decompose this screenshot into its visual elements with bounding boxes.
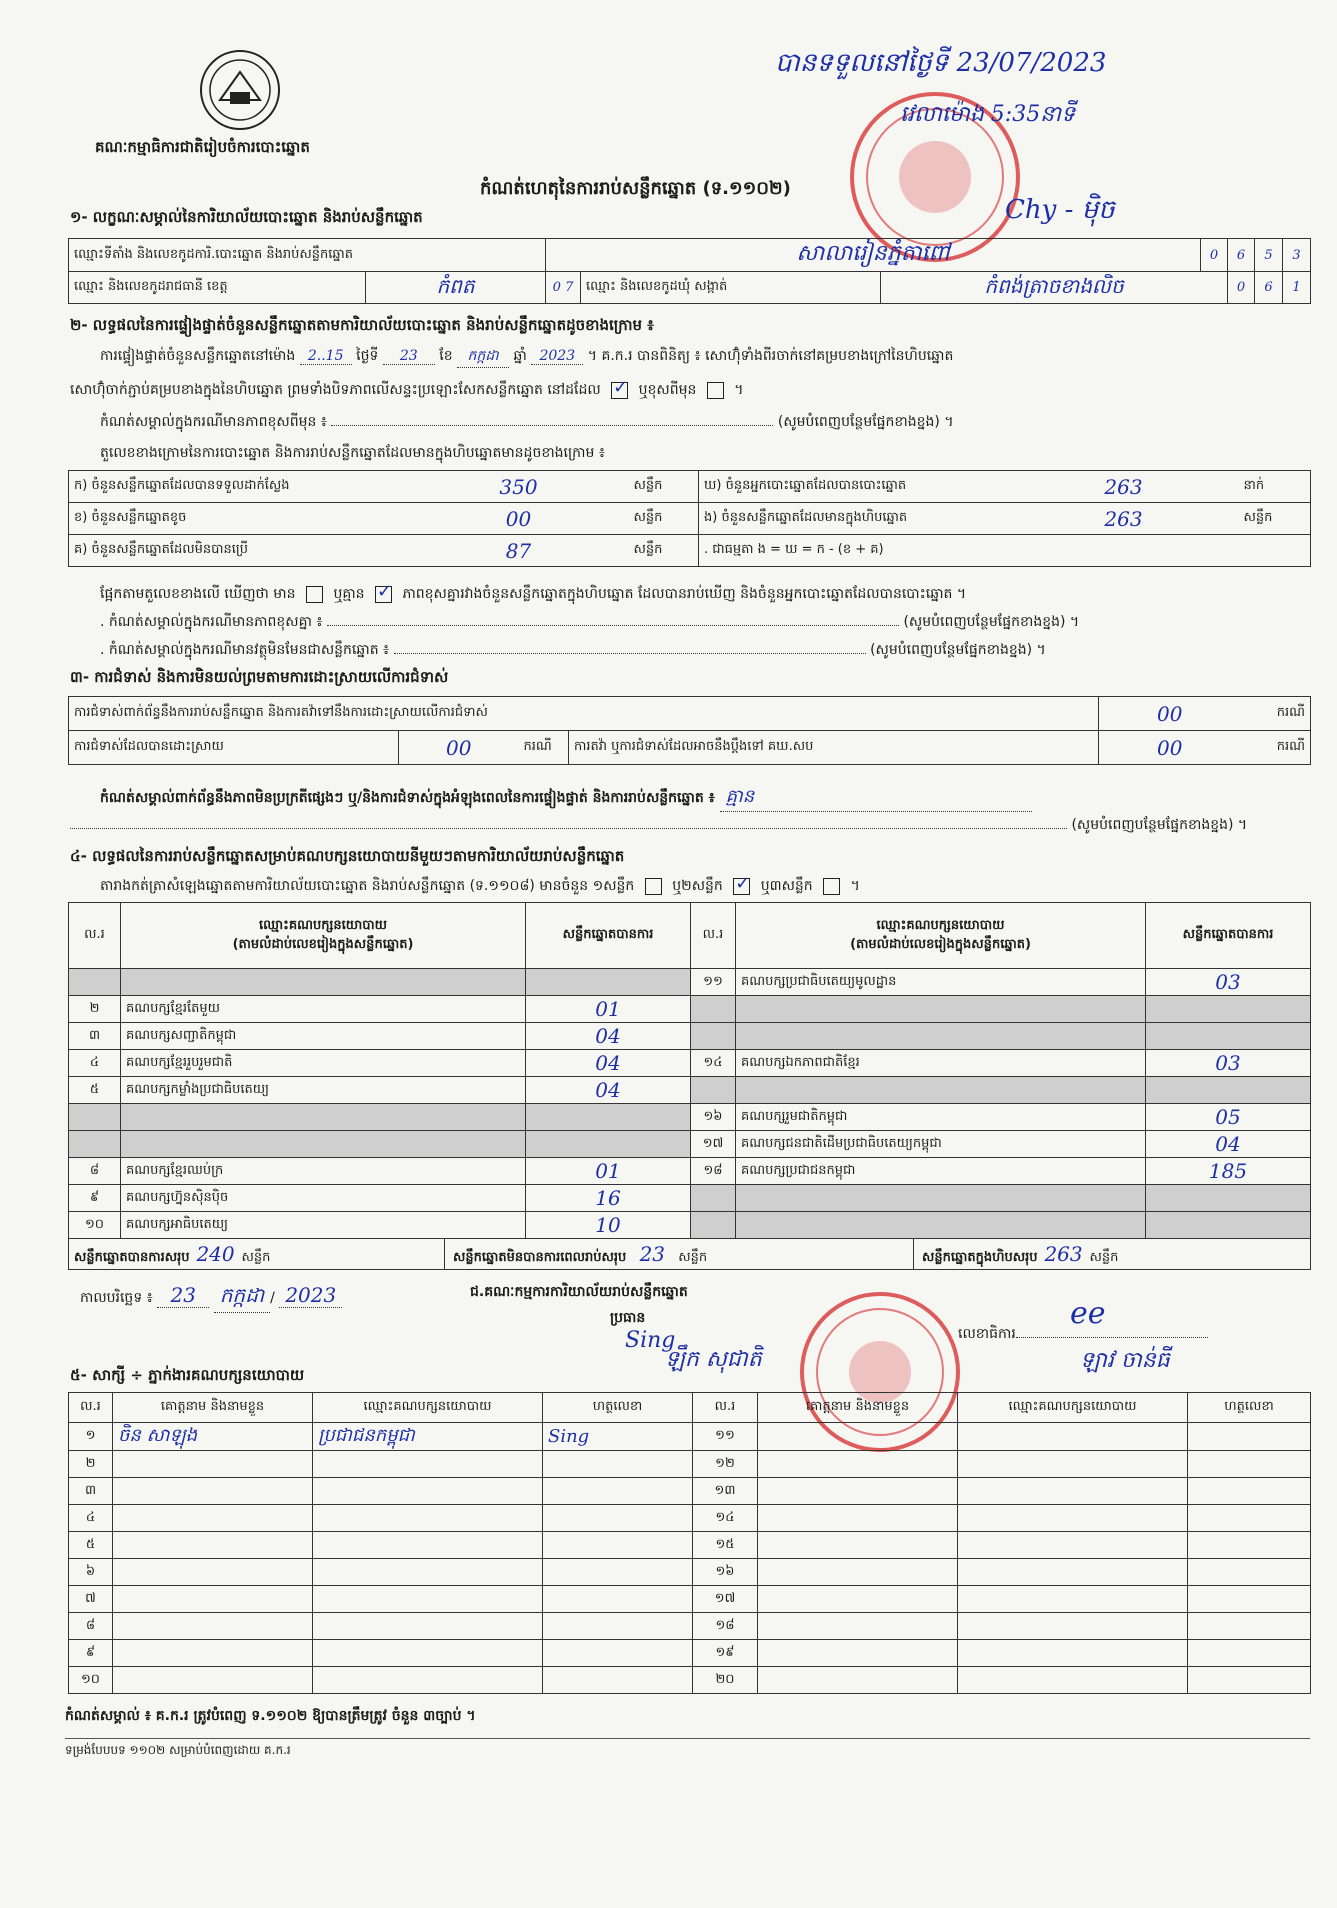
col-votes: សន្លឹកឆ្នោតបានការ: [1146, 903, 1311, 969]
witness-name[interactable]: [758, 1423, 958, 1451]
party-number: [691, 1023, 736, 1050]
irregularity-note-value: គ្មាន: [720, 784, 1032, 812]
party-name: គណបក្សជនជាតិដើមប្រជាធិបតេយ្យកម្ពុជា: [736, 1131, 1146, 1158]
witness-row: [69, 1451, 1311, 1478]
difference-note-label: កំណត់សម្គាល់ក្នុងករណីមានភាពខុសពីមុន ៖: [100, 414, 327, 430]
date-month: កក្កដា: [214, 1282, 270, 1313]
received-signature: Chy - ម៉ិច: [1005, 195, 1115, 225]
tally-sheets-text: តារាងកត់ត្រាសំឡេងឆ្នោតតាមការិយាល័យបោះឆ្នោត និងរាប់សន្លឹកឆ្នោត (ទ.១១០៨) មានចំនួន ១សន្លឹក: [100, 878, 635, 894]
tally-sheets-line: [100, 876, 860, 897]
party-number: ១៤: [691, 1050, 736, 1077]
witness-name[interactable]: [758, 1559, 958, 1586]
lock-check-line: [70, 380, 744, 401]
witness-number: ១៤: [693, 1505, 758, 1532]
witness-row: [69, 1640, 1311, 1667]
witness-party[interactable]: [313, 1451, 543, 1478]
witness-name[interactable]: [113, 1451, 313, 1478]
date-year: 2023: [279, 1283, 342, 1308]
witness-party[interactable]: [313, 1586, 543, 1613]
witness-signature[interactable]: [543, 1505, 693, 1532]
counts-table: [68, 470, 1311, 567]
witness-number: ១០: [69, 1667, 113, 1694]
count-a-value: 350: [409, 471, 629, 503]
resolved-value: 00: [399, 731, 519, 765]
party-name: គណបក្សខ្មែរឈប់ក្រ: [121, 1158, 526, 1185]
party-name: [121, 1131, 526, 1158]
witness-signature[interactable]: [543, 1532, 693, 1559]
party-results-table: [68, 902, 1311, 1270]
count-b-value: 00: [409, 503, 629, 535]
party-number: ១១: [691, 969, 736, 996]
party-name: គណបក្សឯកភាពជាតិខ្មែរ: [736, 1050, 1146, 1077]
witness-party[interactable]: [313, 1505, 543, 1532]
totals-row: [69, 1239, 1311, 1270]
date-label: កាលបរិច្ឆេទ ៖: [80, 1290, 153, 1306]
count-b-unit: សន្លឹក: [629, 503, 699, 535]
witness-number: ១៦: [693, 1559, 758, 1586]
count-e-label: ង) ចំនួនសន្លឹកឆ្នោតដែលមានក្នុងហិបឆ្នោត: [699, 503, 1009, 535]
note-difference-label: . កំណត់សម្គាល់ក្នុងករណីមានភាពខុសគ្នា ៖: [100, 614, 323, 630]
col-signature: ហត្ថលេខា: [543, 1393, 693, 1423]
witness-party[interactable]: [313, 1478, 543, 1505]
witness-row: [69, 1478, 1311, 1505]
station-code-digit: 5: [1255, 239, 1283, 272]
party-votes: [526, 969, 691, 996]
witness-number: ២០: [693, 1667, 758, 1694]
inbox-total: សន្លឹកឆ្នោតក្នុងហិបសរុប 263 សន្លឹក: [914, 1239, 1310, 1269]
party-row: [69, 1104, 1311, 1131]
commune-code-digit: 1: [1283, 272, 1311, 304]
irregularity-note-line: [100, 784, 1032, 812]
witness-name[interactable]: [113, 1640, 313, 1667]
witness-number: ១៨: [693, 1613, 758, 1640]
party-number: ៥: [69, 1077, 121, 1104]
witness-table: [68, 1392, 1311, 1694]
witness-signature[interactable]: [543, 1559, 693, 1586]
party-row: [69, 1023, 1311, 1050]
witness-number: ១១: [693, 1423, 758, 1451]
count-d-value: 263: [1009, 471, 1239, 503]
party-votes: 10: [526, 1212, 691, 1239]
witness-party[interactable]: [958, 1532, 1188, 1559]
objections-label: ការជំទាស់ពាក់ព័ន្ធនឹងការរាប់សន្លឹកឆ្នោត និងការតវ៉ាទៅនឹងការដោះស្រាយលើការជំទាស់: [69, 697, 1099, 731]
two-sheets-checkbox[interactable]: [733, 878, 750, 895]
province-label: ឈ្មោះ និងលេខកូដរាជធានី ខេត្ត: [69, 272, 366, 304]
committee-label: ជ.គណៈកម្មការការិយាល័យរាប់សន្លឹកឆ្នោត: [470, 1284, 688, 1300]
party-name: គណបក្សខ្មែររួបរួមជាតិ: [121, 1050, 526, 1077]
secretary-label: លេខាធិការ: [958, 1326, 1016, 1342]
witness-name[interactable]: [758, 1586, 958, 1613]
province-value: កំពត: [366, 272, 546, 304]
commune-label: ឈ្មោះ និងលេខកូដឃុំ សង្កាត់: [581, 272, 881, 304]
count-a-label: ក) ចំនួនសន្លឹកឆ្នោតដែលបានទទួលដាក់ស្លែង: [69, 471, 409, 503]
witness-number: ១៧: [693, 1586, 758, 1613]
party-votes: 05: [1146, 1104, 1311, 1131]
same-checkbox[interactable]: [611, 382, 628, 399]
witness-signature[interactable]: [1188, 1451, 1311, 1478]
party-name: គណបក្សប្រជាធិបតេយ្យមូលដ្ឋាន: [736, 969, 1146, 996]
party-votes: 03: [1146, 969, 1311, 996]
witness-name[interactable]: [113, 1505, 313, 1532]
witness-name[interactable]: [758, 1640, 958, 1667]
witness-party[interactable]: [958, 1423, 1188, 1451]
party-number: ៣: [69, 1023, 121, 1050]
period: ។: [850, 878, 860, 894]
party-number: ១៧: [691, 1131, 736, 1158]
party-votes: 01: [526, 996, 691, 1023]
witness-name[interactable]: [113, 1667, 313, 1694]
chair-signature: Sing: [625, 1328, 676, 1353]
section3-heading: ៣- ការជំទាស់ និងការមិនយល់ព្រមតាមការដោះស្រាយលើការជំទាស់: [70, 668, 449, 686]
party-number: [691, 996, 736, 1023]
section4-heading: ៤- លទ្ធផលនៃការរាប់សន្លឹកឆ្នោតសម្រាប់គណបក្សនយោបាយនីមួយៗតាមការិយាល័យរាប់សន្លឹកឆ្នោត: [70, 847, 625, 865]
station-table: [68, 238, 1311, 304]
witness-signature[interactable]: [543, 1451, 693, 1478]
party-votes: 03: [1146, 1050, 1311, 1077]
witness-signature[interactable]: [543, 1613, 693, 1640]
verification-month: កក្កដា: [457, 346, 509, 368]
witness-number: ១៩: [693, 1640, 758, 1667]
resolved-label: ការជំទាស់ដែលបានដោះស្រាយ: [69, 731, 399, 765]
witness-signature[interactable]: [543, 1667, 693, 1694]
appeal-label: ការតវ៉ា ឬការជំទាស់ដែលអាចនឹងប្តឹងទៅ គឃ.សប: [569, 731, 1099, 765]
note-difference-line: [100, 612, 1079, 633]
footer-divider: [65, 1738, 1310, 1739]
party-row: [69, 1131, 1311, 1158]
party-votes: [1146, 1023, 1311, 1050]
col-no: ល.រ: [69, 903, 121, 969]
station-value: សាលារៀនភ្នំតាពៅ: [546, 239, 1201, 272]
nec-logo: [198, 48, 282, 132]
irregularity-note-label: កំណត់សម្គាល់ពាក់ព័ន្ធនឹងភាពមិនប្រក្រតីផ្សេងៗ ឬ/និងការជំទាស់ក្នុងអំឡុងពេលនៃការផ្ទៀងផ្ទាត់ និងការរាប់សន្លឹកឆ្នោត ៖: [100, 790, 715, 806]
witness-party[interactable]: ប្រជាជនកម្ពុជា: [313, 1423, 543, 1451]
party-number: ៩: [69, 1185, 121, 1212]
party-votes: [526, 1104, 691, 1131]
witness-signature[interactable]: [1188, 1478, 1311, 1505]
witness-party[interactable]: [958, 1586, 1188, 1613]
lock-check-text: សោហ៊ុំចាក់ភ្ជាប់គម្របខាងក្នុងនៃហិបឆ្នោត ព្រមទាំងបិទភាពលើសន្ទះប្រឡោះសែកសន្លឹកឆ្នោត នៅដដែល: [70, 382, 601, 398]
period: ។: [734, 382, 744, 398]
section2-heading: ២- លទ្ធផលនៃការផ្ទៀងផ្ទាត់ចំនួនសន្លឹកឆ្នោតតាមការិយាល័យបោះឆ្នោត និងរាប់សន្លឹកឆ្នោតដូចខាងក្រោម ៖: [70, 316, 654, 334]
witness-party[interactable]: [958, 1613, 1188, 1640]
witness-number: ១៣: [693, 1478, 758, 1505]
party-name: [736, 1023, 1146, 1050]
col-party: ឈ្មោះគណបក្សនយោបាយ: [313, 1393, 543, 1423]
party-votes: 04: [526, 1023, 691, 1050]
party-row: [69, 1212, 1311, 1239]
section1-heading: ១- លក្ខណៈសម្គាល់នៃការិយាល័យបោះឆ្នោត និងរាប់សន្លឹកឆ្នោត: [70, 208, 423, 226]
party-number: [691, 1212, 736, 1239]
verification-text-2: ។ គ.ក.រ បានពិនិត្យ ៖ សោហ៊ុំទាំងពីរចាក់នៅគម្របខាងក្រៅនៃហិបឆ្នោត: [587, 348, 954, 364]
witness-number: ១២: [693, 1451, 758, 1478]
witness-signature[interactable]: [543, 1478, 693, 1505]
count-formula: . ជាធម្មតា ង = ឃ = ក - (ខ + គ): [699, 535, 1311, 567]
col-party: ឈ្មោះគណបក្សនយោបាយ (តាមលំដាប់លេខរៀងក្នុងសន្លឹកឆ្នោត): [121, 903, 526, 969]
party-row: [69, 1185, 1311, 1212]
chair-name: ឡឹក សុជាតិ: [665, 1347, 762, 1372]
note-foreign-object-label: . កំណត់សម្គាល់ក្នុងករណីមានវត្ថុមិនមែនជាសន្លឹកឆ្នោត ៖: [100, 642, 390, 658]
party-votes: [526, 1131, 691, 1158]
witness-party[interactable]: [313, 1613, 543, 1640]
count-c-label: គ) ចំនួនសន្លឹកឆ្នោតដែលមិនបានប្រើ: [69, 535, 409, 567]
note-foreign-object-line: [100, 640, 1046, 661]
party-votes: [1146, 996, 1311, 1023]
witness-number: ៦: [69, 1559, 113, 1586]
witness-signature[interactable]: [1188, 1586, 1311, 1613]
party-name: [121, 1104, 526, 1131]
witness-number: ៤: [69, 1505, 113, 1532]
verification-time: 2..15: [300, 348, 352, 365]
witness-signature[interactable]: [1188, 1640, 1311, 1667]
section5-heading: ៥- សាក្សី ÷ ភ្នាក់ងារគណបក្សនយោបាយ: [70, 1366, 305, 1384]
count-e-unit: សន្លឹក: [1239, 503, 1311, 535]
org-name: គណៈកម្មាធិការជាតិរៀបចំការបោះឆ្នោត: [95, 138, 310, 156]
form-title: កំណត់ហេតុនៃការរាប់សន្លឹកឆ្នោត (ទ.១១០២): [480, 178, 791, 199]
party-votes: 04: [526, 1077, 691, 1104]
party-name: គណបក្សប្រជាជនកម្ពុជា: [736, 1158, 1146, 1185]
party-number: ១០: [69, 1212, 121, 1239]
fill-back-note: (សូមបំពេញបន្ថែមផ្នែកខាងខ្នង) ។: [903, 614, 1080, 630]
col-party: ឈ្មោះគណបក្សនយោបាយ (តាមលំដាប់លេខរៀងក្នុងសន្លឹកឆ្នោត): [736, 903, 1146, 969]
different-checkbox[interactable]: [707, 382, 724, 399]
witness-name[interactable]: ចិន សាឡុង: [113, 1423, 313, 1451]
witness-row: [69, 1613, 1311, 1640]
party-number: ៨: [69, 1158, 121, 1185]
witness-name[interactable]: [758, 1451, 958, 1478]
witness-name[interactable]: [113, 1559, 313, 1586]
party-votes: [1146, 1077, 1311, 1104]
verification-line: [100, 346, 953, 368]
witness-party[interactable]: [958, 1451, 1188, 1478]
witness-signature[interactable]: [1188, 1559, 1311, 1586]
party-row: [69, 1050, 1311, 1077]
count-e-value: 263: [1009, 503, 1239, 535]
party-votes: 185: [1146, 1158, 1311, 1185]
witness-name[interactable]: [113, 1613, 313, 1640]
witness-name[interactable]: [758, 1532, 958, 1559]
resolved-unit: ករណី: [519, 731, 569, 765]
party-row: [69, 1077, 1311, 1104]
party-votes: 04: [1146, 1131, 1311, 1158]
party-name: គណបក្សខ្មែរតែមួយ: [121, 996, 526, 1023]
witness-number: ១៥: [693, 1532, 758, 1559]
witness-row: [69, 1667, 1311, 1694]
irregularity-note-continued: [70, 815, 1247, 836]
witness-number: ៩: [69, 1640, 113, 1667]
witness-number: ២: [69, 1451, 113, 1478]
verification-text: ការផ្ទៀងផ្ទាត់ចំនួនសន្លឹកឆ្នោតនៅម៉ោង: [100, 348, 296, 364]
date-line: កាលបរិច្ឆេទ ៖ 23 កក្កដា / 2023: [80, 1282, 342, 1313]
three-sheets-label: ឬ៣សន្លឹក: [760, 878, 813, 894]
witness-party[interactable]: [958, 1559, 1188, 1586]
count-d-label: ឃ) ចំនួនអ្នកបោះឆ្នោតដែលបានបោះឆ្នោត: [699, 471, 1009, 503]
witness-party[interactable]: [313, 1532, 543, 1559]
month-label: ខែ: [439, 348, 453, 364]
count-d-unit: នាក់: [1239, 471, 1311, 503]
witness-name[interactable]: [113, 1478, 313, 1505]
figures-intro: តួលេខខាងក្រោមនៃការបោះឆ្នោត និងការរាប់សន្លឹកឆ្នោតដែលមានក្នុងហិបឆ្នោតមានដូចខាងក្រោម ៖: [100, 445, 605, 461]
appeal-value: 00: [1099, 731, 1241, 765]
party-votes: [1146, 1212, 1311, 1239]
witness-row: [69, 1423, 1311, 1451]
col-name: គោត្តនាម និងនាមខ្លួន: [758, 1393, 958, 1423]
party-number: ១៨: [691, 1158, 736, 1185]
party-votes: 01: [526, 1158, 691, 1185]
party-number: [69, 1104, 121, 1131]
col-votes: សន្លឹកឆ្នោតបានការ: [526, 903, 691, 969]
province-code: 0 7: [546, 272, 581, 304]
party-number: ៤: [69, 1050, 121, 1077]
received-date: បានទទួលនៅថ្ងៃទី 23/07/2023: [775, 48, 1107, 78]
party-name: គណបក្សកម្លាំងប្រជាធិបតេយ្យ: [121, 1077, 526, 1104]
party-name: [121, 969, 526, 996]
witness-signature[interactable]: Sing: [543, 1423, 693, 1451]
commune-code-digit: 0: [1228, 272, 1255, 304]
party-name: គណបក្សសញ្ជាតិកម្ពុជា: [121, 1023, 526, 1050]
discrepancy-no-checkbox[interactable]: [375, 586, 392, 603]
verification-day: 23: [383, 348, 435, 365]
date-day: 23: [157, 1283, 209, 1308]
col-party: ឈ្មោះគណបក្សនយោបាយ: [958, 1393, 1188, 1423]
witness-signature[interactable]: [543, 1640, 693, 1667]
witness-number: ៨: [69, 1613, 113, 1640]
witness-party[interactable]: [958, 1478, 1188, 1505]
witness-party[interactable]: [958, 1505, 1188, 1532]
col-no: ល.រ: [693, 1393, 758, 1423]
witness-name[interactable]: [758, 1505, 958, 1532]
station-code-digit: 6: [1228, 239, 1255, 272]
witness-party[interactable]: [313, 1559, 543, 1586]
appeal-unit: ករណី: [1241, 731, 1311, 765]
witness-name[interactable]: [758, 1613, 958, 1640]
witness-party[interactable]: [958, 1667, 1188, 1694]
one-sheet-checkbox[interactable]: [645, 878, 662, 895]
party-name: គណបក្សរួមជាតិកម្ពុជា: [736, 1104, 1146, 1131]
fill-back-note: (សូមបំពេញបន្ថែមផ្នែកខាងខ្នង) ។: [777, 414, 954, 430]
fill-back-note: (សូមបំពេញបន្ថែមផ្នែកខាងខ្នង) ។: [1071, 817, 1248, 833]
witness-signature[interactable]: [1188, 1532, 1311, 1559]
chair-label: ប្រធាន: [610, 1310, 646, 1326]
witness-row: [69, 1505, 1311, 1532]
witness-signature[interactable]: [1188, 1613, 1311, 1640]
count-b-label: ខ) ចំនួនសន្លឹកឆ្នោតខូច: [69, 503, 409, 535]
difference-note-field[interactable]: [331, 425, 773, 426]
objections-value: 00: [1099, 697, 1241, 731]
discrepancy-no-label: ឬគ្មាន: [333, 586, 365, 602]
discrepancy-text: ភាពខុសគ្នារវាងចំនួនសន្លឹកឆ្នោតក្នុងហិបឆ្នោត ដែលបានរាប់ឃើញ និងចំនួនអ្នកបោះឆ្នោតដែលបានបោះឆ្នោត ។: [402, 586, 967, 602]
party-number: [691, 1185, 736, 1212]
station-label: ឈ្មោះទីតាំង និងលេខកូដការិ.បោះឆ្នោត និងរាប់សន្លឹកឆ្នោត: [69, 239, 546, 272]
witness-party[interactable]: [313, 1667, 543, 1694]
verification-year: 2023: [531, 348, 583, 365]
party-row: [69, 1158, 1311, 1185]
witness-name[interactable]: [113, 1586, 313, 1613]
difference-note-line: [100, 412, 954, 433]
different-label: ឬខុសពីមុន: [638, 382, 697, 398]
three-sheets-checkbox[interactable]: [823, 878, 840, 895]
invalid-total: សន្លឹកឆ្នោតមិនបានការពេលរាប់សរុប 23 សន្លឹក: [445, 1239, 914, 1269]
discrepancy-yes-label: ផ្អែកតាមតួលេខខាងលើ ឃើញថា មាន: [100, 586, 296, 602]
count-a-unit: សន្លឹក: [629, 471, 699, 503]
day-label: ថ្ងៃទី: [356, 348, 379, 364]
witness-number: ៧: [69, 1586, 113, 1613]
party-name: [736, 1077, 1146, 1104]
witness-row: [69, 1532, 1311, 1559]
witness-number: ១: [69, 1423, 113, 1451]
col-name: គោត្តនាម និងនាមខ្លួន: [113, 1393, 313, 1423]
footer-form-label: ទម្រង់បែបបទ ១១០២ សម្រាប់បំពេញដោយ គ.ក.រ: [65, 1743, 291, 1757]
party-votes: 04: [526, 1050, 691, 1077]
party-name: គណបក្សអាធិបតេយ្យ: [121, 1212, 526, 1239]
party-votes: [1146, 1185, 1311, 1212]
fill-back-note: (សូមបំពេញបន្ថែមផ្នែកខាងខ្នង) ។: [870, 642, 1046, 658]
party-name: [736, 1212, 1146, 1239]
witness-name[interactable]: [113, 1532, 313, 1559]
count-c-value: 87: [409, 535, 629, 567]
witness-party[interactable]: [958, 1640, 1188, 1667]
note-difference-field[interactable]: [327, 625, 899, 626]
received-time: វេលាម៉ោង 5:35នាទី: [900, 102, 1076, 127]
party-number: ២: [69, 996, 121, 1023]
discrepancy-line: [100, 584, 966, 605]
note-foreign-object-field[interactable]: [394, 653, 866, 654]
party-row: [69, 996, 1311, 1023]
commune-code-digit: 6: [1255, 272, 1283, 304]
discrepancy-yes-checkbox[interactable]: [306, 586, 323, 603]
witness-name[interactable]: [758, 1667, 958, 1694]
witness-signature[interactable]: [1188, 1423, 1311, 1451]
party-number: [69, 969, 121, 996]
col-signature: ហត្ថលេខា: [1188, 1393, 1311, 1423]
witness-signature[interactable]: [1188, 1667, 1311, 1694]
party-number: ១៦: [691, 1104, 736, 1131]
party-row: [69, 969, 1311, 996]
party-votes: 16: [526, 1185, 691, 1212]
count-c-unit: សន្លឹក: [629, 535, 699, 567]
footer-note: កំណត់សម្គាល់ ៖ គ.ក.រ ត្រូវបំពេញ ទ.១១០២ ឱ្យបានត្រឹមត្រូវ ចំនួន ៣ច្បាប់ ។: [65, 1708, 476, 1724]
objections-table: [68, 696, 1311, 765]
party-name: គណបក្សហ្វ៊ុនស៊ិនប៉ិច: [121, 1185, 526, 1212]
witness-signature[interactable]: [543, 1586, 693, 1613]
party-number: [691, 1077, 736, 1104]
witness-party[interactable]: [313, 1640, 543, 1667]
commune-value: កំពង់ត្រាចខាងលិច: [881, 272, 1228, 304]
col-no: ល.រ: [691, 903, 736, 969]
year-label: ឆ្នាំ: [513, 348, 527, 364]
secretary-name: ឡាវ ចាន់ធី: [1080, 1348, 1170, 1373]
col-no: ល.រ: [69, 1393, 113, 1423]
party-number: [69, 1131, 121, 1158]
station-code-digit: 0: [1201, 239, 1228, 272]
witness-signature[interactable]: [1188, 1505, 1311, 1532]
witness-row: [69, 1559, 1311, 1586]
valid-total: សន្លឹកឆ្នោតបានការសរុប 240 សន្លឹក: [69, 1239, 445, 1269]
irregularity-note-field[interactable]: [70, 828, 1067, 829]
party-name: [736, 1185, 1146, 1212]
witness-number: ៣: [69, 1478, 113, 1505]
two-sheets-label: ឬ២សន្លឹក: [672, 878, 723, 894]
witness-number: ៥: [69, 1532, 113, 1559]
secretary-signature: ee: [1070, 1296, 1106, 1331]
witness-row: [69, 1586, 1311, 1613]
objections-unit: ករណី: [1241, 697, 1311, 731]
witness-name[interactable]: [758, 1478, 958, 1505]
party-name: [736, 996, 1146, 1023]
station-code-digit: 3: [1283, 239, 1311, 272]
